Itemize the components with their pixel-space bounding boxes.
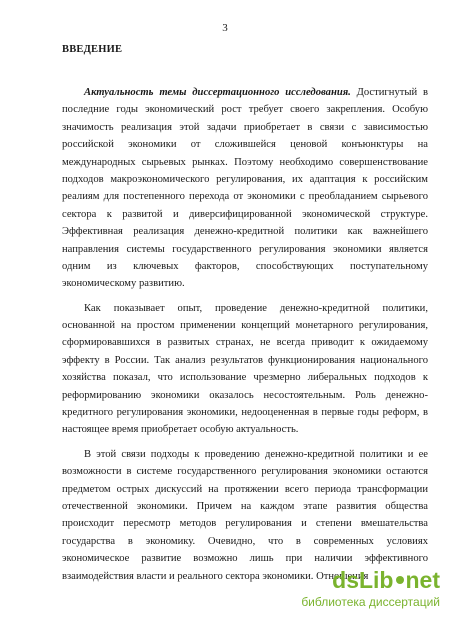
paragraph-line: подходов макроэкономического регулирования, их адаптация к российским bbox=[62, 173, 428, 185]
paragraph-line: происходит пересмотр методов регулирования и степени вмешательства bbox=[62, 518, 428, 530]
watermark-logo-left: dsLib bbox=[332, 567, 394, 593]
paragraph-line: настоящее время приобретает особую актуальность. bbox=[62, 424, 299, 436]
paragraph-line: значимость реализация этой задачи приобретает в связи с зависимостью bbox=[62, 121, 428, 133]
paragraph-line: В этой связи подходы к проведению денежно-кредитной политики и ее bbox=[84, 448, 428, 460]
relevance-lead: Актуальность темы диссертационного исследования. bbox=[84, 87, 351, 98]
paragraph-line: сформировавшихся в развитых странах, не всегда приводит к ожидаемому bbox=[62, 337, 428, 349]
paragraph-line: государства в экономику. Очевидно, что в современных условиях bbox=[62, 535, 428, 547]
paragraph-line: экономическому развитию. bbox=[62, 278, 185, 290]
watermark-subtitle: библиотека диссертаций bbox=[301, 595, 440, 609]
paragraph-line: основанной на простом применении концепций монетарного регулирования, bbox=[62, 320, 428, 332]
paragraph-line: одним из ключевых факторов, способствующих поступательному bbox=[62, 260, 428, 272]
paragraph-line: отечественной экономики. Причем на каждом этапе развития общества bbox=[62, 500, 428, 512]
page-number: 3 bbox=[222, 22, 228, 34]
paragraph bbox=[62, 446, 428, 585]
paragraph-line: эффекту в России. Так анализ результатов функционирования национального bbox=[62, 354, 428, 366]
paragraph-line: направления системы государственного регулирования экономики является bbox=[62, 243, 428, 255]
paragraph-line: сектора к развитой и диверсифицированной экономической структуре. bbox=[62, 208, 428, 220]
paragraph-line: реалиям для постепенного перехода от экономики с преобладанием сырьевого bbox=[62, 191, 428, 203]
paragraph bbox=[62, 84, 428, 293]
watermark-logo-right: net bbox=[405, 567, 440, 593]
watermark bbox=[301, 568, 440, 609]
body-text bbox=[62, 84, 428, 585]
paragraph-line: экономическое развитие возможно лишь при наличии эффективного bbox=[62, 553, 428, 565]
paragraph-line: взаимодействия власти и реального сектора экономики. Отношения bbox=[62, 570, 369, 582]
paragraph-line: последние годы экономический рост требует своего закрепления. Особую bbox=[62, 104, 428, 116]
paragraph-line: Как показывает опыт, проведение денежно-кредитной политики, bbox=[84, 302, 428, 314]
paragraph-line bbox=[62, 84, 428, 101]
paragraph-line: возможности в системе государственного регулирования экономики остаются bbox=[62, 466, 428, 478]
paragraph-line: реформированию экономики оказалось несостоятельным. Роль денежно- bbox=[62, 389, 428, 401]
relevance-lead-rest: Достигнутый в bbox=[350, 87, 428, 98]
paragraph-line: Эффективная реализация денежно-кредитной политики как важнейшего bbox=[62, 226, 428, 238]
watermark-dot-icon bbox=[396, 576, 404, 584]
watermark-logo bbox=[332, 568, 440, 592]
paragraph-line: хозяйства показал, что использование чрезмерно либеральных подходов к bbox=[62, 372, 428, 384]
paragraph-line: российской экономики от сложившейся ценовой конъюнктуры на bbox=[62, 139, 428, 151]
section-heading: ВВЕДЕНИЕ bbox=[62, 44, 123, 55]
paragraph-line: кредитного регулирования экономики, недооцененная в первые годы реформ, в bbox=[62, 407, 428, 419]
paragraph-line: предметом острых дискуссий на протяжении всего периода трансформации bbox=[62, 483, 428, 495]
paragraph bbox=[62, 300, 428, 439]
paragraph-line: международных сырьевых рынках. Поэтому необходимо совершенствование bbox=[62, 156, 428, 168]
